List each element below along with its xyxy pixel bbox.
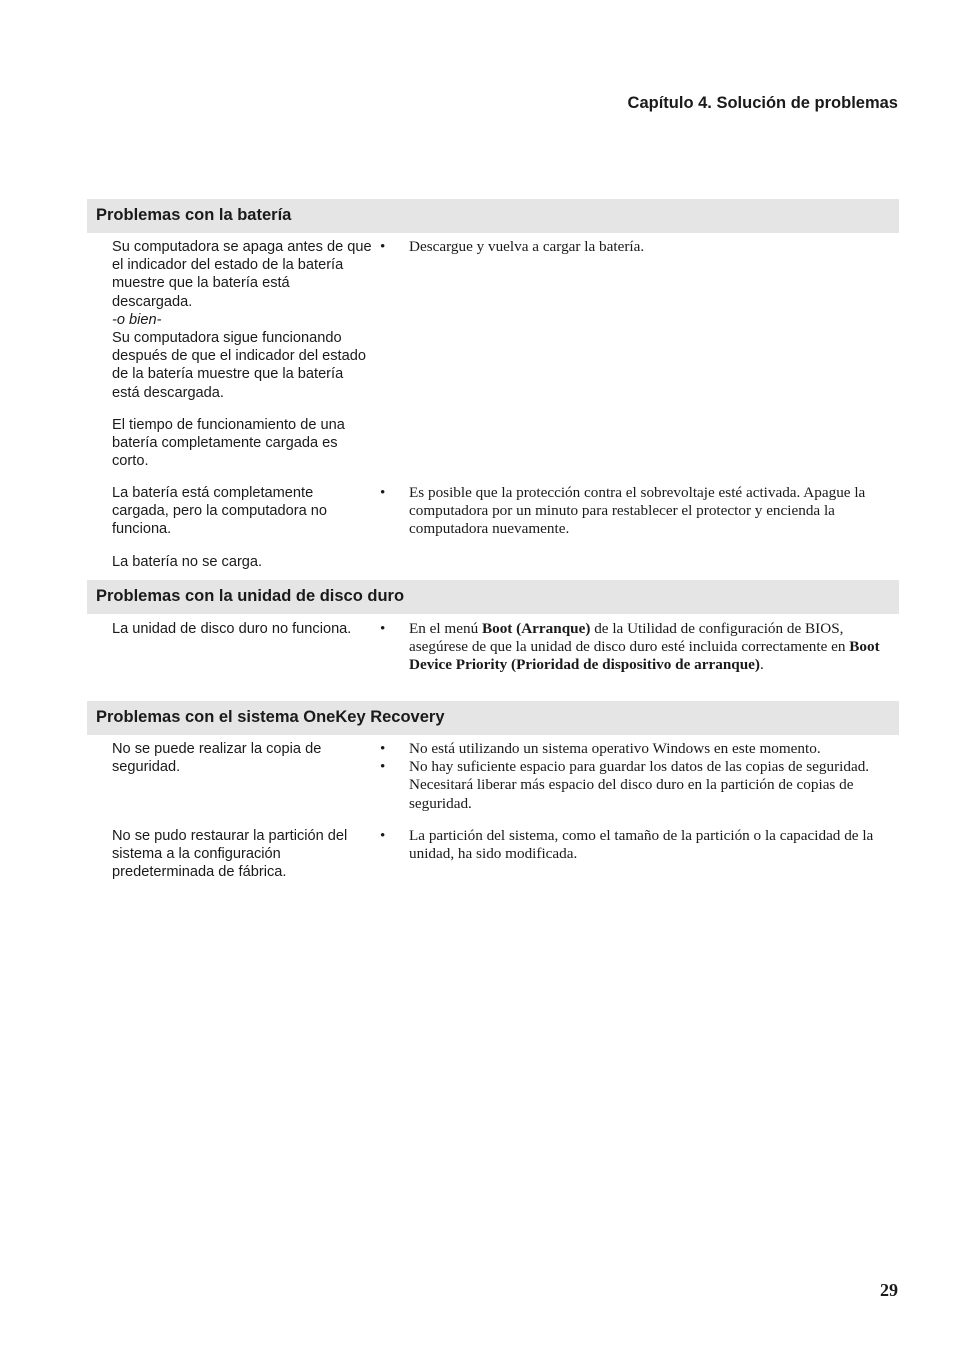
problem-backup [112, 740, 374, 776]
solution-item: • Descargue y vuelva a cargar la batería. [380, 238, 645, 255]
solution-battery-discharge [380, 238, 892, 256]
section-title-battery: Problemas con la batería [87, 199, 899, 233]
problem-battery-charged [112, 484, 374, 571]
problem-battery-shutdown [112, 238, 374, 470]
section-title-hard-disk: Problemas con la unidad de disco duro [87, 580, 899, 614]
problem-text: No se pudo restaurar la partición del sistema a la configuración predeterminada de fábrica. [112, 828, 348, 881]
page-number: 29 [880, 1280, 898, 1300]
problem-text: La batería no se carga. [112, 553, 263, 570]
section-title-onekey-recovery: Problemas con el sistema OneKey Recovery [87, 701, 899, 735]
problem-text: No se puede realizar la copia de seguridad. [112, 741, 322, 776]
problem-restore [112, 827, 374, 882]
problem-hard-disk [112, 620, 374, 638]
solution-item: • Es posible que la protección contra el sobrevoltaje esté activada. Apague la computadora por un minuto para restablecer el protector y encienda la computadora nuevamente. [380, 484, 866, 538]
menu-option-name: Boot Device Priority (Prioridad de dispositivo de arranque) [409, 638, 880, 674]
problem-text: La unidad de disco duro no funciona. [112, 621, 352, 637]
bullet-icon: • [380, 827, 386, 844]
bullet-icon: • [380, 740, 386, 757]
solution-hard-disk-boot [380, 620, 892, 675]
solution-item: • No está utilizando un sistema operativo Windows en este momento. [380, 740, 821, 757]
problem-text: Su computadora sigue funcionando después de que el indicador del estado de la batería muestre que la batería está descargada. [112, 330, 366, 401]
bullet-icon: • [380, 484, 386, 501]
solution-restore [380, 827, 892, 863]
problem-alternative: -o bien- [112, 311, 162, 328]
solution-backup [380, 740, 892, 813]
solution-item: • No hay suficiente espacio para guardar los datos de las copias de seguridad. Necesitará liberar más espacio del disco duro en la partición de copias de seguridad. [380, 758, 870, 812]
solution-battery-overvoltage [380, 484, 892, 539]
bullet-icon: • [380, 620, 386, 637]
bullet-icon: • [380, 758, 386, 776]
solution-item: • En el menú Boot (Arranque) de la Utilidad de configuración de BIOS, asegúrese de que la unidad de disco duro esté incluida correctamente en Boot Device Priority (Prioridad de dispositivo de arranque). [380, 620, 880, 674]
problem-text: La batería está completamente cargada, pero la computadora no funciona. [112, 485, 327, 538]
solution-item: • La partición del sistema, como el tamaño de la partición o la capacidad de la unidad, ha sido modificada. [380, 827, 874, 863]
chapter-header: Capítulo 4. Solución de problemas [627, 94, 898, 112]
menu-name: Boot (Arranque) [481, 620, 591, 637]
problem-text: Su computadora se apaga antes de que el indicador del estado de la batería muestre que la batería está descargada. [112, 239, 372, 310]
problem-text: El tiempo de funcionamiento de una batería completamente cargada es corto. [112, 416, 345, 470]
bullet-icon: • [380, 238, 386, 255]
